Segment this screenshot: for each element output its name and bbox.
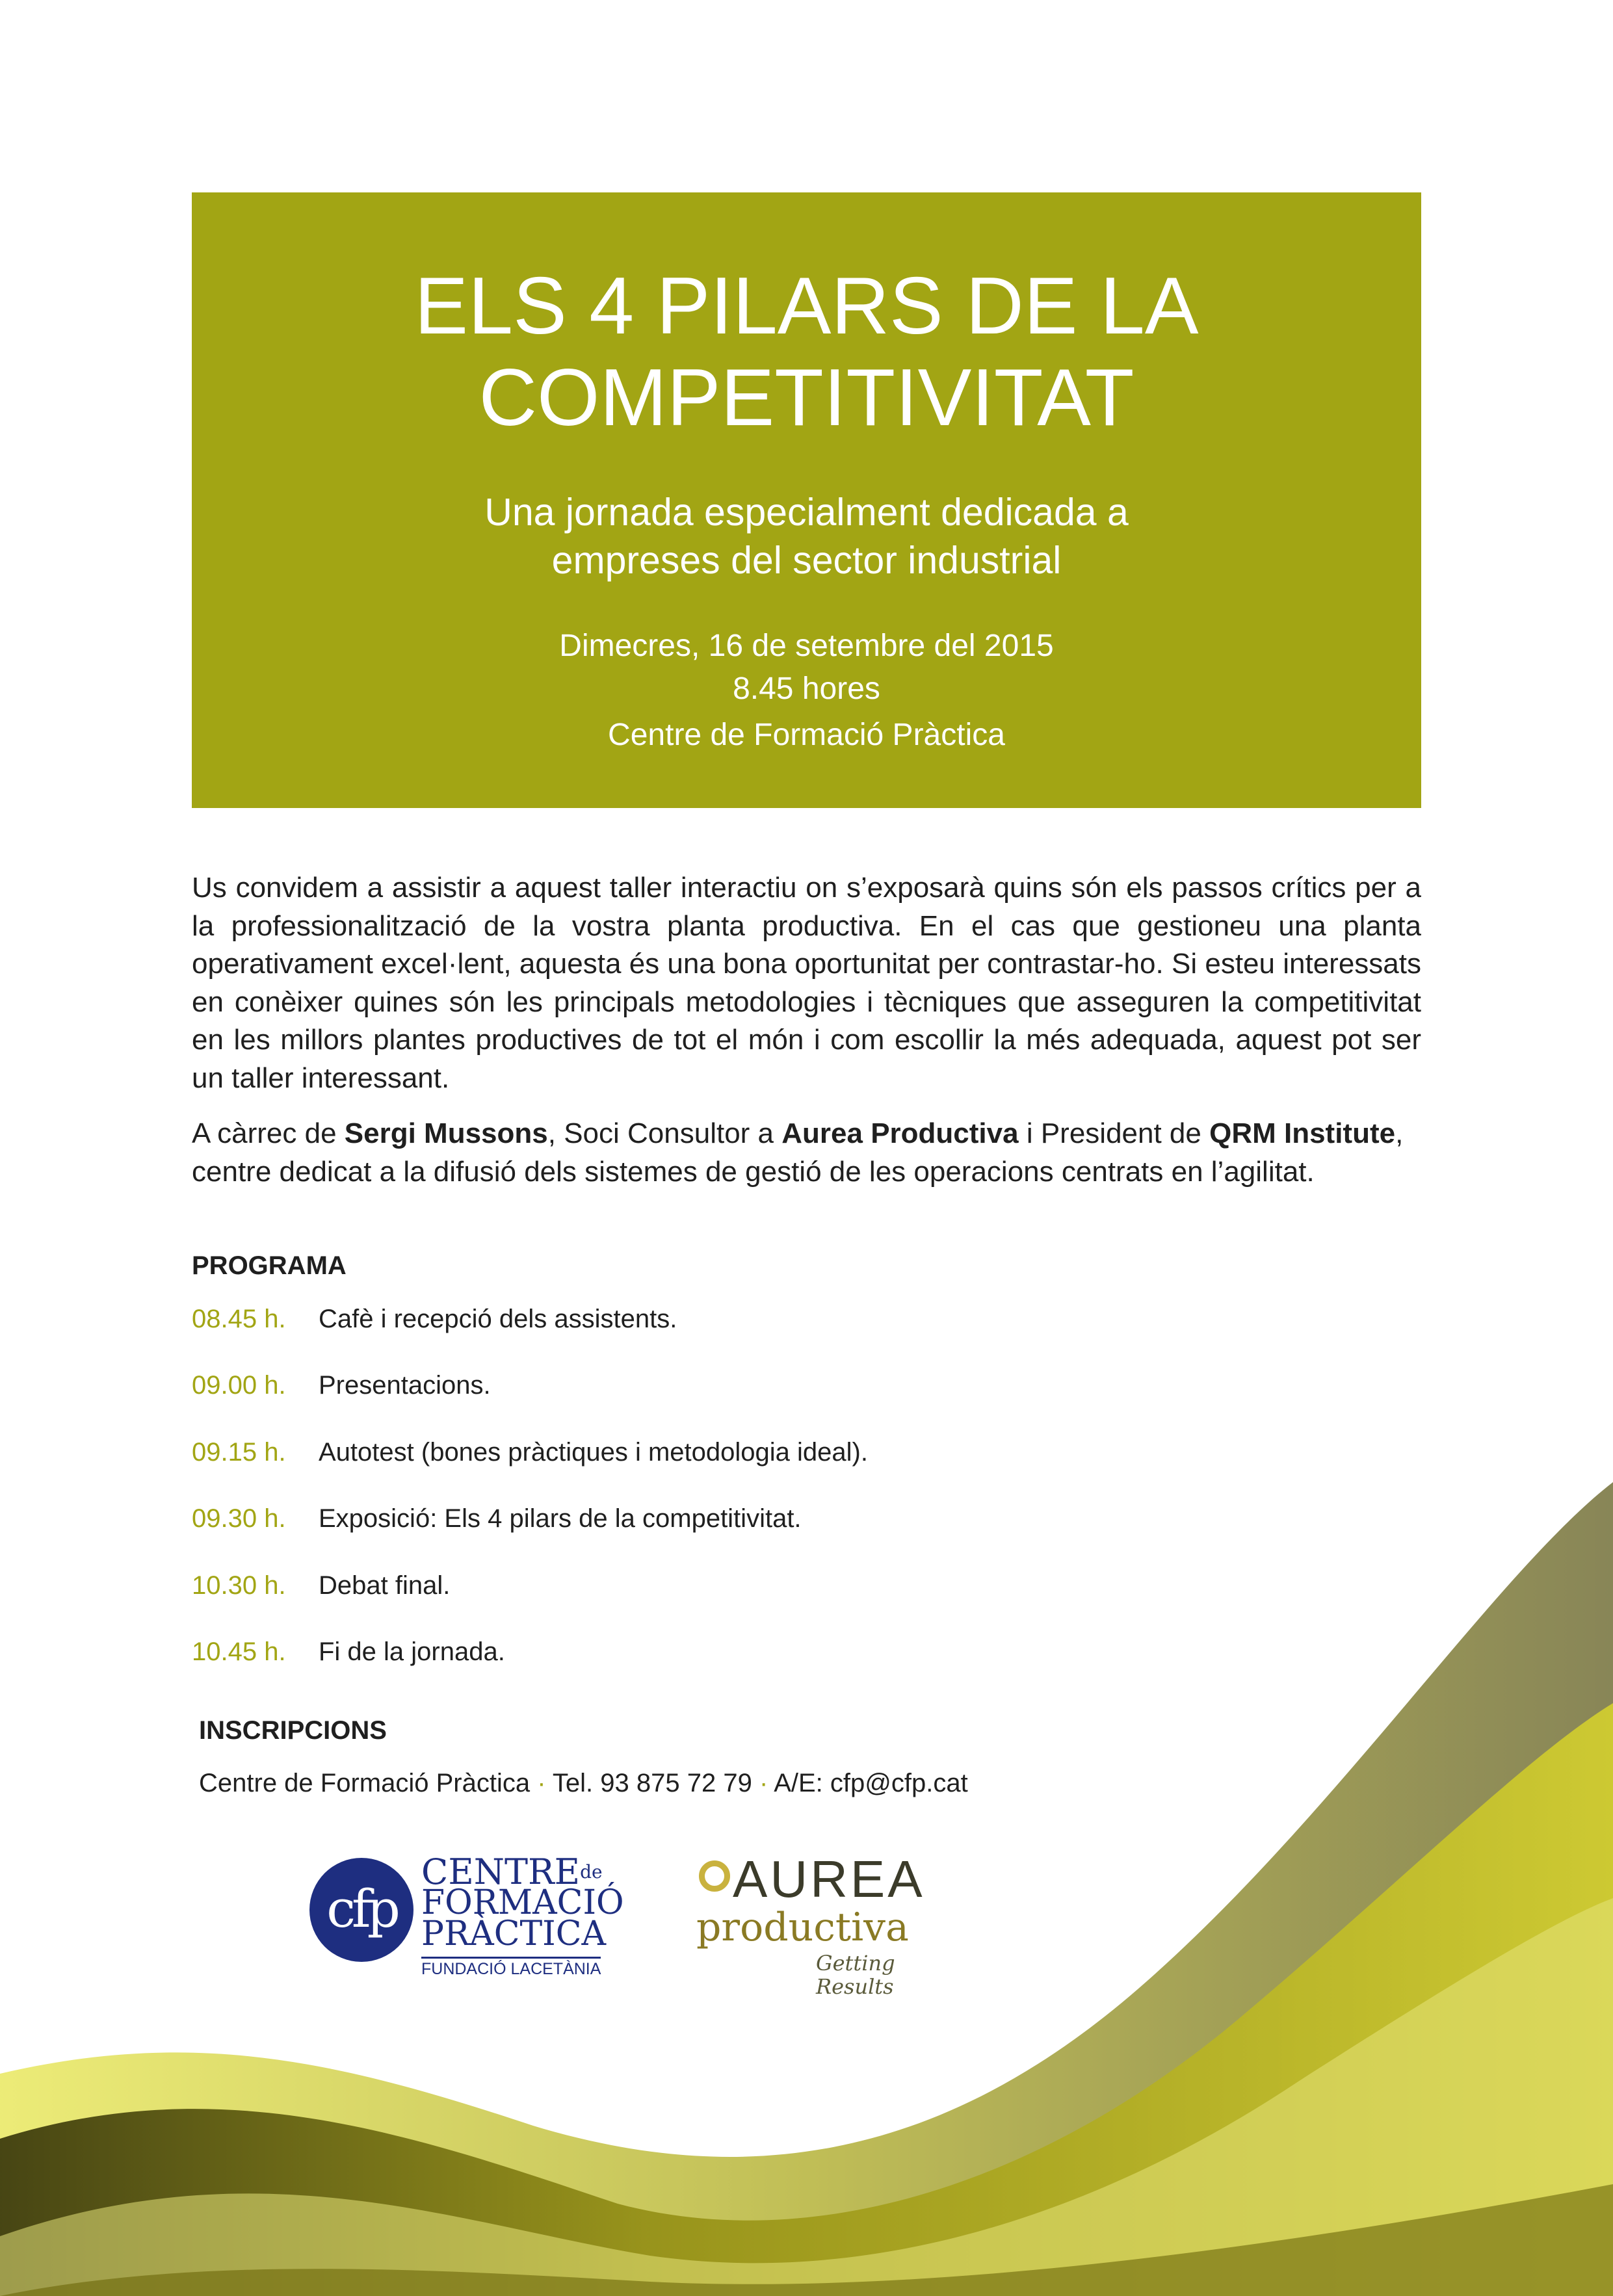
event-subtitle-line2: empreses del sector industrial [551, 539, 1062, 582]
program-desc: Cafè i recepció dels assistents. [319, 1305, 677, 1333]
contact-email[interactable]: A/E: cfp@cfp.cat [774, 1769, 968, 1797]
aurea-mark-icon [699, 1860, 730, 1892]
program-time: 10.30 h. [192, 1571, 286, 1600]
contact-line [199, 1766, 968, 1801]
contact-phone[interactable]: Tel. 93 875 72 79 [552, 1769, 752, 1797]
aurea-logo-sub: productiva [696, 1905, 909, 1950]
event-title-line1: ELS 4 PILARS DE LA [414, 261, 1199, 351]
cfp-logo-line3: PRÀCTICA [421, 1914, 607, 1953]
program-item [192, 1632, 1232, 1699]
host-role: , Soci Consultor a [547, 1117, 782, 1149]
aurea-logo-tagline: Getting Results [816, 1951, 895, 1999]
contact-separator: · [530, 1769, 553, 1797]
event-place: Centre de Formació Pràctica [608, 718, 1005, 752]
program-item [192, 1366, 1232, 1432]
program-desc: Autotest (bones pràctiques i metodologia ideal). [319, 1437, 868, 1467]
program-item [192, 1299, 1232, 1366]
program-item [192, 1433, 1232, 1499]
inscriptions-heading: INSCRIPCIONS [199, 1716, 387, 1745]
contact-org: Centre de Formació Pràctica [199, 1769, 531, 1797]
speaker-institute: QRM Institute [1209, 1117, 1396, 1149]
contact-separator: · [752, 1769, 774, 1797]
event-time: 8.45 hores [733, 672, 880, 706]
event-subtitle-line1: Una jornada especialment dedicada a [484, 491, 1129, 534]
host-suffix: , centre dedicat a la difusió dels sistemes de gestió de les operacions centrats en l’agilitat. [192, 1117, 1404, 1188]
aurea-logo-name: AUREA [733, 1850, 925, 1908]
cfp-logo-line2: FORMACIÓ [421, 1883, 624, 1922]
cfp-logo-line1: $CENTRE^{de}$ [421, 1851, 603, 1892]
program-time: 09.15 h. [192, 1437, 286, 1467]
cfp-logo [304, 1851, 624, 1985]
event-date: Dimecres, 16 de setembre del 2015 [559, 629, 1054, 663]
program-time: 09.30 h. [192, 1504, 286, 1533]
host-prefix: A càrrec de [192, 1117, 345, 1149]
program-time: 08.45 h. [192, 1305, 286, 1333]
program-desc: Exposició: Els 4 pilars de la competitivitat. [319, 1504, 802, 1533]
program-item [192, 1499, 1232, 1565]
speaker-name: Sergi Mussons [344, 1117, 548, 1149]
program-item [192, 1566, 1232, 1632]
event-title-line2: COMPETITIVITAT [479, 353, 1134, 443]
speaker-company: Aurea Productiva [781, 1117, 1019, 1149]
program-desc: Presentacions. [319, 1371, 491, 1400]
intro-paragraph: Us convidem a assistir a aquest taller interactiu on s’exposarà quins són els passos crítics per a la professionalització de la vostra planta productiva. En el cas que gestioneu una planta operativament excel·lent, aquesta és una bona oportunitat per contrastar-ho. Si esteu interessats en conèixer quines són les principals metodologies i tècniques que asseguren la competitivitat en les millors plantes productives de tot el món i com escollir la més adequada, aquest pot ser un taller interessant. [192, 872, 1421, 1094]
program-desc: Debat final. [319, 1571, 451, 1600]
program-heading: PROGRAMA [192, 1251, 347, 1280]
host-paragraph [192, 1115, 1421, 1191]
cfp-logo-line4: FUNDACIÓ LACETÀNIA [421, 1957, 601, 1978]
title-banner [192, 192, 1421, 808]
program-list [192, 1299, 1232, 1699]
program-time: 10.45 h. [192, 1637, 286, 1666]
aurea-logo [692, 1846, 975, 1999]
host-mid: i President de [1018, 1117, 1210, 1149]
program-time: 09.00 h. [192, 1371, 286, 1400]
program-desc: Fi de la jornada. [319, 1637, 505, 1666]
cfp-logo-initials: cfp [326, 1879, 397, 1939]
